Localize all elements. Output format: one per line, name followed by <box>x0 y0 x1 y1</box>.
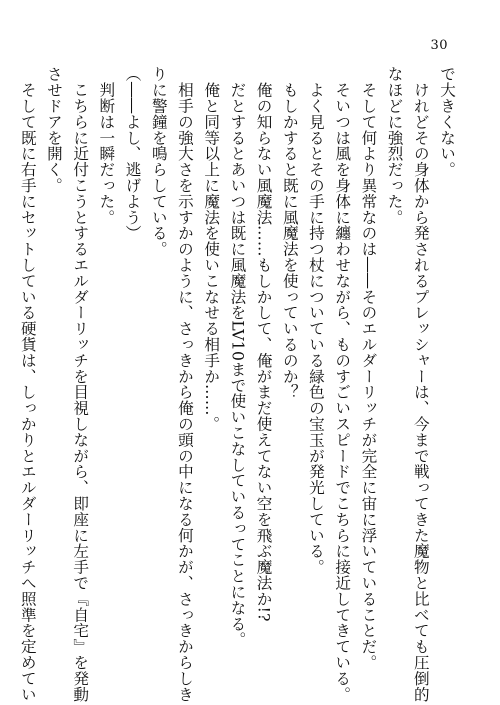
text-line: 判断は一瞬だった。 <box>97 66 116 225</box>
text-line: そいつは風を身体に纏わせながら、ものすごいスピードでこちらに接近してきている。 <box>333 66 352 702</box>
body-text <box>15 66 460 702</box>
page-number: 30 <box>430 38 448 53</box>
text-line: （――よし、逃げよう） <box>123 66 142 241</box>
text-line: だとするとあいつは既に風魔法をLV10まで使いこなしているってことになる。 <box>228 66 247 648</box>
text-line: なほどに強烈だった。 <box>385 66 404 225</box>
text-line: りに警鐘を鳴らしている。 <box>149 66 168 257</box>
text-line: させドアを開く。 <box>44 66 63 194</box>
text-line: そして既に右手にセットしている硬貨は、しっかりとエルダーリッチへ照準を定めてい <box>18 66 37 702</box>
text-line: よく見るとその手に持つ杖についている緑色の宝玉が発光している。 <box>306 66 325 575</box>
text-line: で大きくない。 <box>438 66 456 178</box>
text-line: そして何より異常なのは――そのエルダーリッチが完全に宙に浮いていることだ。 <box>359 66 378 671</box>
text-line: 相手の強大さを示すかのように、さっきから俺の頭の中になる何かが、さっきからしき <box>175 66 194 702</box>
text-line: 俺と同等以上に魔法を使いこなせる相手か……。 <box>202 66 221 432</box>
text-line: 俺の知らない風魔法……もしかして、俺がまだ使えてない空を飛ぶ魔法か!? <box>254 66 273 622</box>
text-line: こちらに近付こうとするエルダーリッチを目視しながら、即座に左手で『自宅』を発動 <box>71 66 90 702</box>
text-line: もしかすると既に風魔法を使っているのか？ <box>280 66 299 400</box>
text-line: けれどその身体から発されるプレッシャーは、今まで戦ってきた魔物と比べても圧倒的 <box>411 66 430 702</box>
